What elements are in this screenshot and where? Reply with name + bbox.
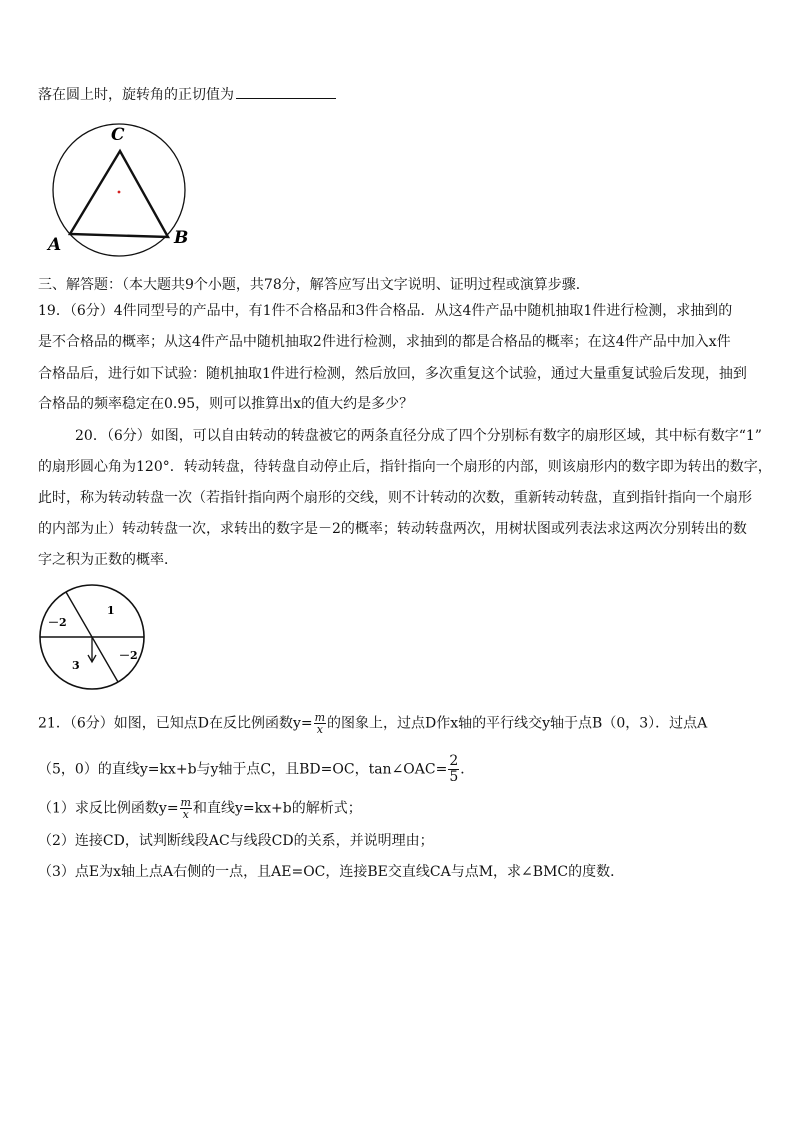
fraction-numerator: 2 [449, 753, 459, 769]
answer-blank [236, 84, 336, 99]
q21-part-1-b: 和直线y=kx+b的解析式； [192, 800, 362, 817]
spinner-figure [34, 583, 154, 693]
fraction-denominator: x [316, 723, 323, 736]
q19-line-1: 19．（6分）4件同型号的产品中，有1件不合格品和3件合格品．从这4件产品中随机抽取1件进行检测，求抽到的 [38, 303, 733, 319]
sector-label-neg2-left: －2 [48, 616, 67, 629]
fraction-denominator: x [182, 808, 189, 821]
vertex-label-a: A [48, 235, 62, 255]
q20-line-4: 的内部为止）转动转盘一次，求转出的数字是－2的概率；转动转盘两次，用树状图或列表法求这两次分别转出的数 [38, 521, 747, 537]
vertex-label-c: C [111, 125, 125, 145]
q21-part-2: （2）连接CD，试判断线段AC与线段CD的关系，并说明理由； [38, 833, 434, 849]
sector-label-1: 1 [107, 604, 115, 617]
q21-line-1-part-a: 21．（6分）如图，已知点D在反比例函数y= [38, 715, 313, 732]
q21-line-1 [38, 712, 707, 735]
fraction-denominator: 5 [449, 769, 459, 785]
q19-line-4: 合格品的频率稳定在0.95，则可以推算出x的值大约是多少？ [38, 396, 414, 412]
q21-part-1-a: （1）求反比例函数y= [38, 800, 179, 817]
q21-part-1 [38, 797, 362, 820]
fill-in-text: 落在圆上时，旋转角的正切值为 [38, 87, 234, 103]
q21-line-2-part-b: ． [460, 761, 475, 778]
q20-line-5: 字之积为正数的概率． [38, 552, 178, 568]
fraction-m-over-x [180, 797, 192, 820]
q20-line-1: 20．（6分）如图，可以自由转动的转盘被它的两条直径分成了四个分别标有数字的扇形区域，其中标有数字“1” [75, 428, 762, 444]
vertex-label-b: B [174, 228, 189, 248]
q21-line-1-part-b: 的图象上，过点D作x轴的平行线交y轴于点B（0，3）．过点A [327, 715, 708, 732]
fill-in-line [38, 84, 336, 104]
q21-line-2 [38, 754, 474, 785]
q21-line-2-part-a: （5，0）的直线y=kx+b与y轴于点C，且BD=OC，tan∠OAC= [38, 761, 448, 778]
circle-center-dot [118, 191, 121, 194]
fraction-numerator: m [314, 711, 326, 724]
fraction-m-over-x [314, 712, 326, 735]
q20-line-2: 的扇形圆心角为120°．转动转盘，待转盘自动停止后，指针指向一个扇形的内部，则该扇形内的数字即为转出的数字， [38, 459, 772, 475]
fraction-2-over-5 [448, 754, 459, 785]
fraction-numerator: m [180, 796, 191, 809]
q20-line-3: 此时，称为转动转盘一次（若指针指向两个扇形的交线，则不计转动的次数，重新转动转盘，直到指针指向一个扇形 [38, 490, 752, 506]
sector-label-neg2-right: －2 [119, 649, 138, 662]
sector-label-3: 3 [72, 659, 80, 672]
triangle-circle-figure [44, 120, 204, 260]
q21-part-3: （3）点E为x轴上点A右侧的一点，且AE=OC，连接BE交直线CA与点M，求∠BMC的度数． [38, 864, 625, 880]
q19-line-2: 是不合格品的概率；从这4件产品中随机抽取2件进行检测，求抽到的都是合格品的概率；在这4件产品中加入x件 [38, 334, 731, 350]
q19-line-3: 合格品后，进行如下试验：随机抽取1件进行检测，然后放回，多次重复这个试验，通过大量重复试验后发现，抽到 [38, 366, 747, 382]
section-header: 三、解答题：（本大题共9个小题，共78分，解答应写出文字说明、证明过程或演算步骤． [38, 277, 590, 293]
triangle-abc [70, 151, 168, 237]
